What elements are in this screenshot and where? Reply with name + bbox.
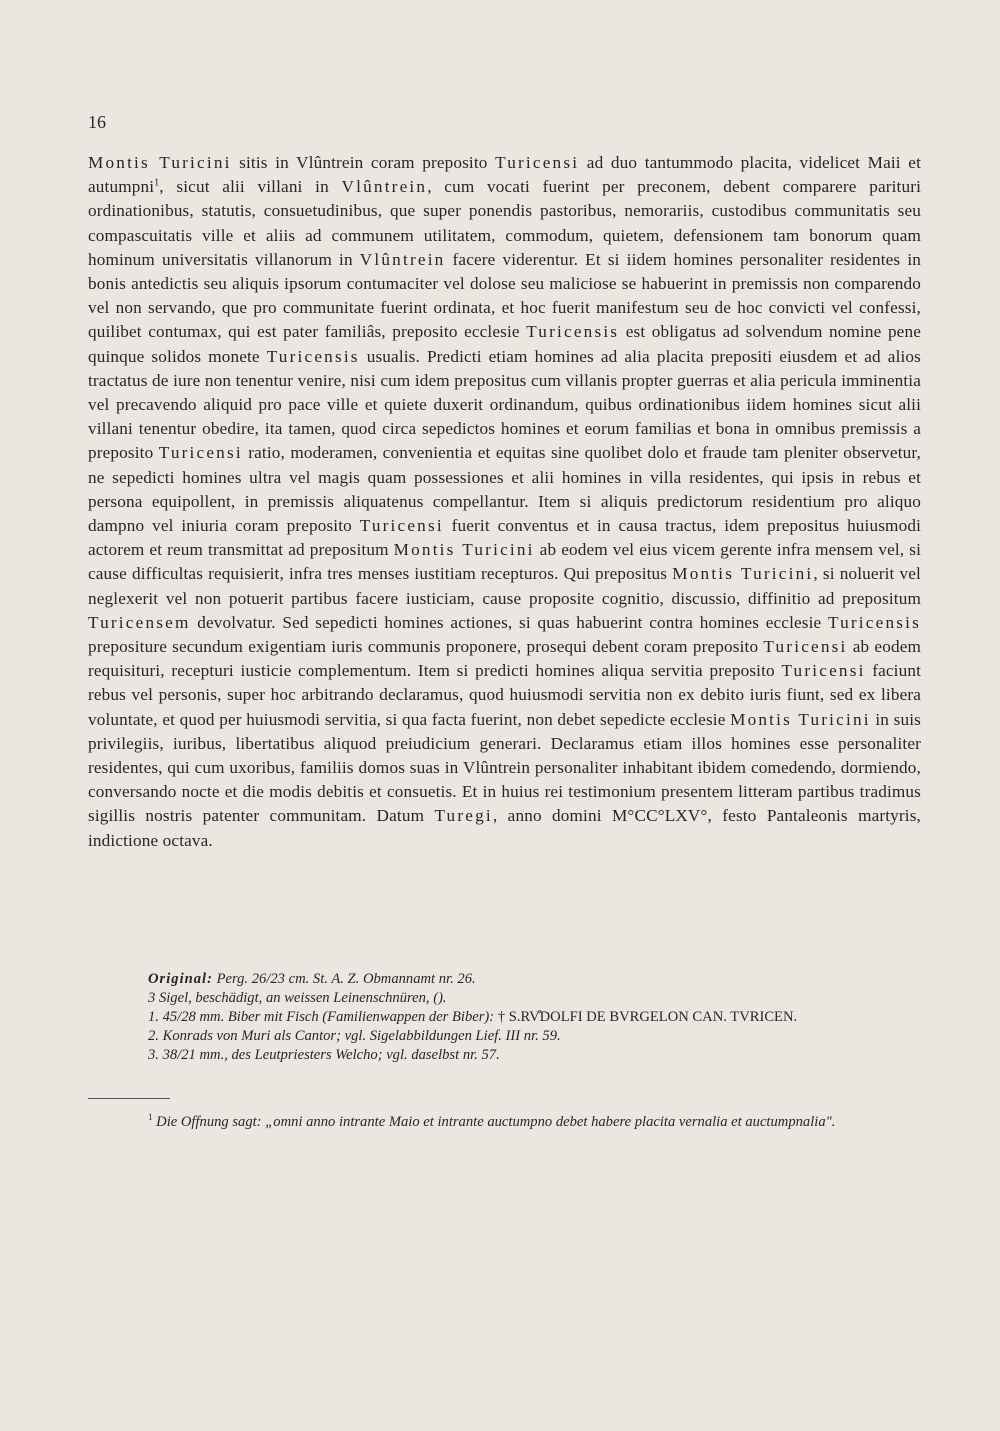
spaced-name: Vlûntrein	[359, 249, 446, 269]
spaced-name: Turicensi	[359, 516, 444, 536]
seal-1-legend: † S.RV̊DOLFI DE BVRGELON CAN. TVRICEN.	[497, 1009, 798, 1025]
text-run: usualis. Predicti etiam homines ad alia placita prepositi eiusdem et ad alios tractatus de iure non tenentur venire, nisi cum idem prepositus cum villanis propter guerras et alia pericula imminentia vel precavendo aliquid pro pace ville et quiete duxerit ordinandum, quibus ordinationibus iidem homines sicut alii villani tenentur obedire, ita tamen, quod circa sepedictos homines et eorum familias et bona in omnibus premissis a preposito	[88, 346, 921, 463]
footnote-text: Die Offnung sagt: „omni anno intrante Maio et intrante auctumpno debet habere placita vernalia et auctumpnalia".	[152, 1113, 836, 1130]
footnote-reference: 1	[154, 177, 160, 189]
spaced-name: Turicensis	[266, 346, 360, 366]
spaced-name: Turicensi	[158, 443, 243, 463]
text-run: ad duo tantummodo placita, videlicet Maii et autumpni	[88, 153, 921, 197]
text-run: devolvatur. Sed sepedicti homines actiones, si quas habuerint contra homines ecclesie	[190, 612, 828, 632]
spaced-name: Vlûntrein	[341, 177, 428, 197]
spaced-name: Montis Turicini	[393, 540, 535, 560]
spaced-name: Turicensi	[495, 153, 580, 172]
text-run: ab eodem requisituri, recepturi iusticie complementum. Item si predicti homines aliqua servitia preposito	[88, 637, 921, 681]
text-run: facere viderentur. Et si iidem homines personaliter residentes in bonis antedictis seu aliquis ipsorum contumaciter vel dolose seu maliciose se habuerint in premissis non comparendo vel non servando, que pro communitate fuerint ordinata, et hoc fuerit manifestum seu de hoc convicti vel confessi, quilibet contumax, qui est pater familiâs, preposito ecclesie	[88, 249, 921, 342]
spaced-name: Turicensem	[88, 612, 191, 632]
spaced-name: Turicensis	[828, 612, 921, 632]
text-run: est obligatus ad solvendum nomine pene quinque solidos monete	[88, 322, 921, 366]
seal-1-description: 1. 45/28 mm. Biber mit Fisch (Familienwappen der Biber):	[148, 1009, 498, 1025]
seal-2-note: 2. Konrads von Muri als Cantor; vgl. Sigelabbildungen Lief. III nr. 59.	[148, 1028, 561, 1044]
text-run: , anno domini M°CC°LXV°, festo Pantaleonis martyris, indictione octava.	[88, 806, 922, 850]
original-note	[88, 970, 921, 989]
spaced-name: Turicensis	[526, 322, 620, 342]
text-run: ratio, moderamen, convenientia et equitas sine quolibet dolo et fraude tam pleniter observetur, ne sepedicti homines ultra vel magis quam possessiones et alii homines in villa residentes, qui ipsis in rebus et persona equipollent, in premissis aliquatenus compellantur. Item si aliquis predictorum residentium pro aliquo dampno vel iniuria coram preposito	[88, 443, 921, 536]
page-number: 16	[88, 112, 106, 132]
spaced-name: Montis Turicini	[88, 153, 232, 172]
seal-1-note	[88, 1008, 921, 1027]
seal-3-note: 3. 38/21 mm., des Leutpriesters Welcho; vgl. daselbst nr. 57.	[148, 1047, 500, 1063]
spaced-name: Montis Turicini	[672, 564, 814, 584]
spaced-name: Montis Turicini	[730, 709, 871, 729]
text-run: , sicut alii villani in	[159, 177, 342, 197]
text-run: fuerit conventus et in causa tractus, idem prepositus huiusmodi actorem et reum transmittat ad prepositum	[88, 516, 921, 560]
text-run: sitis in Vlûntrein coram preposito	[231, 153, 496, 172]
seals-note: 3 Sigel, beschädigt, an weissen Leinenschnüren, ().	[148, 990, 447, 1006]
footnote-divider	[88, 1098, 170, 1099]
spaced-name: Turegi	[434, 806, 493, 826]
original-text: Perg. 26/23 cm. St. A. Z. Obmannamt nr. 26.	[212, 971, 476, 987]
text-run: ab eodem vel eius vicem gerente infra mensem vel, si cause difficultas requisierit, infra tres menses iustitiam recepturos. Qui prepositus	[88, 540, 922, 584]
charter-body-text	[88, 151, 921, 853]
original-label: Original:	[148, 971, 213, 987]
spaced-name: Turicensi	[763, 637, 848, 657]
footnote	[88, 1107, 921, 1132]
spaced-name: Turicensi	[781, 661, 866, 681]
footnote-marker: 1	[148, 1112, 153, 1122]
text-run: , cum vocati fuerint per preconem, debent comparere parituri ordinationibus, statutis, consuetudinibus, que super ponendis pastoribus, nemorariis, custodibus communitatis seu compascuitatis ville et aliis ad communem utilitatem, commodum, quietem, defensionem tam bonorum quam hominum universitatis villanorum in	[88, 177, 922, 269]
text-run: faciunt rebus vel personis, super hoc arbitrando declaramus, quod huiusmodi servitia non ex debito iuris fiunt, sed ex libera voluntate, et quod per huiusmodi servitia, si qua facta fuerint, non debet sepedicte ecclesie	[88, 661, 922, 729]
text-run: prepositure secundum exigentiam iuris communis proponere, prosequi debent coram preposito	[88, 637, 764, 657]
text-run: , si noluerit vel neglexerit vel non potuerit partibus facere iusticiam, cause proposite cognitio, discussio, diffinitio ad prepositum	[88, 564, 921, 608]
text-run: in suis privilegiis, iuribus, libertatibus aliquod preiudicium generari. Declaramus etiam illos homines esse personaliter residentes, qui cum uxoribus, familiis domos suas in Vlûntrein personaliter inhabitant ibidem comedendo, dormiendo, conversando nocte et die modis debitis et consuetis. Et in huius rei testimonium presentem litteram partibus tradimus sigillis nostris patenter communitam. Datum	[88, 709, 921, 826]
archival-notes	[88, 970, 921, 1065]
